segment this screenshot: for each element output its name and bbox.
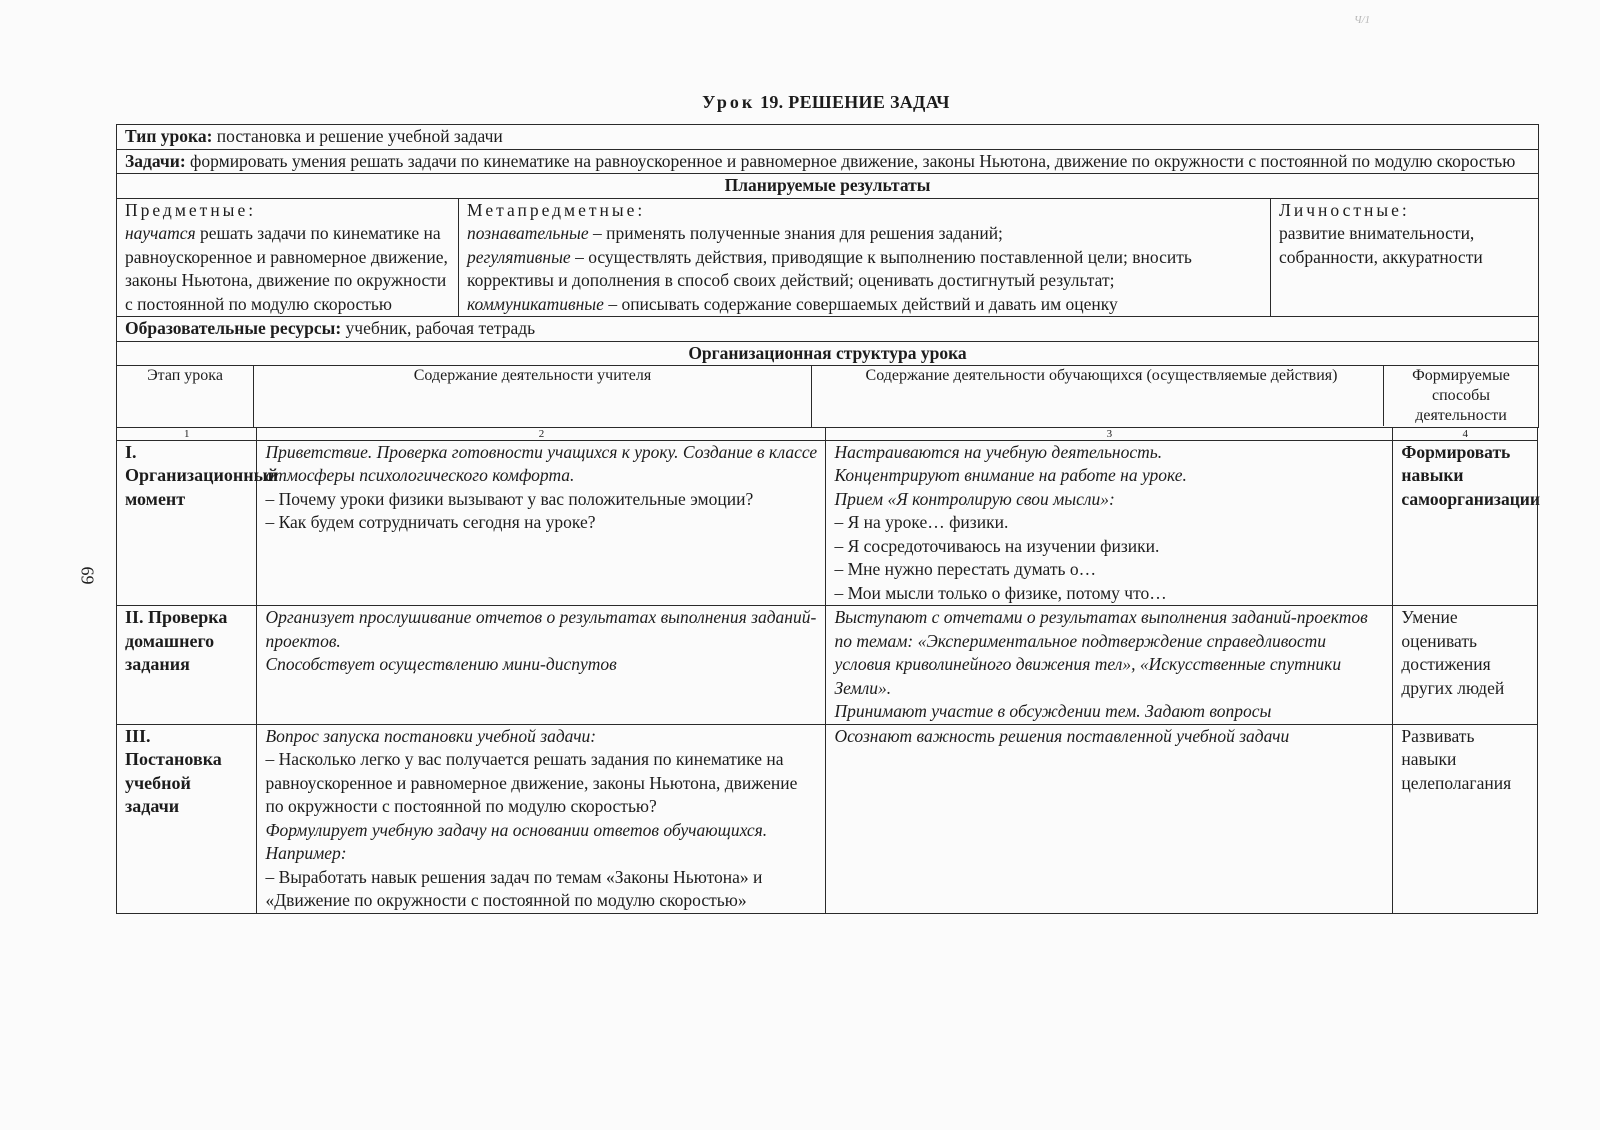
column-header-stage: Этап урока [117,366,254,428]
resources-row [117,317,1539,342]
subject-results-cell [117,198,459,317]
subject-results-label: Предметные: [125,199,257,220]
structure-heading: Организационная структура урока [117,341,1539,366]
column-number: 1 [117,427,257,440]
students-text: Прием «Я контролирую свои мысли»: [834,488,1115,509]
stage-row [117,606,1538,725]
lesson-type-label: Тип урока: [125,126,213,146]
tasks-label: Задачи: [125,150,186,171]
meta-item-lead: коммуникативные [467,293,604,314]
meta-item-lead: познавательные [467,223,589,243]
skills-cell: Формировать навыки самоорганизации [1393,440,1538,606]
teacher-text: – Выработать навык решения задач по темам «Законы Ньютона» и «Движение по окружности с постоянной по модулю скоростью» [265,866,763,910]
students-cell [826,440,1393,606]
structure-header-row [117,366,1539,428]
meta-item-text: – описывать содержание совершаемых действий и давать им оценку [603,293,1118,314]
students-text: – Я сосредоточиваюсь на изучении физики. [834,535,1160,556]
students-text: – Мне нужно перестать думать о… [834,559,1097,579]
planned-results-row [117,198,1539,317]
teacher-text: Приветствие. Проверка готовности учащихся к уроку. Создание в классе атмосферы психологического комфорта. [265,441,818,485]
subject-results-lead: научатся [125,223,196,243]
stage-cell: I. Организационный момент [117,440,257,606]
students-cell [826,606,1393,725]
students-text: Принимают участие в обсуждении тем. Задают вопросы [834,701,1272,721]
planned-results-heading: Планируемые результаты [117,174,1539,199]
structure-heading-row [117,341,1539,366]
resources-value: учебник, рабочая тетрадь [341,318,536,338]
students-text: – Мои мысли только о физике, потому что… [834,582,1167,603]
column-number: 4 [1393,427,1538,440]
meta-results-cell [459,198,1271,317]
column-number: 3 [826,427,1393,440]
stage-cell: II. Проверка домашнего задания [117,606,257,725]
teacher-cell [257,724,826,913]
planned-results-heading-row [117,174,1539,199]
skills-cell: Умение оценивать достижения других людей [1393,606,1538,725]
meta-results-label: Метапредметные: [467,199,646,220]
meta-item-regulatory [467,246,1262,293]
teacher-text: Формулирует учебную задачу на основании ответов обучающихся. Например: [265,819,768,863]
lesson-type-value: постановка и решение учебной задачи [212,126,503,146]
teacher-text: Вопрос запуска постановки учебной задачи: [265,725,597,746]
title-rest: 19. РЕШЕНИЕ ЗАДАЧ [755,92,950,112]
personal-results-text: развитие внимательности, собранности, аккуратности [1279,223,1483,267]
teacher-text: – Как будем сотрудничать сегодня на уроке? [265,512,596,532]
teacher-text: – Насколько легко у вас получается решать задания по кинематике на равноускоренное и равномерное движение, законы Ньютона, движение по окружности с постоянной по модулю скоростью? [265,749,798,816]
students-text: Выступают с отчетами о результатах выполнения заданий-проектов по темам: «Экспериментальное подтверждение справедливости условия криволинейного движения тел», «Искусственные спутники Земли». [834,607,1368,698]
header-inner [820,366,1538,426]
teacher-text: Организует прослушивание отчетов о результатах выполнения заданий-проектов. [265,607,817,651]
column-number-row [117,427,1538,440]
teacher-text: Способствует осуществлению мини-диспутов [265,654,617,674]
title-prefix: Урок [702,92,756,112]
tasks-value: формировать умения решать задачи по кинематике на равноускоренное и равномерное движение, законы Ньютона, движение по окружности с постоянной по модулю скоростью [185,150,1516,171]
students-text: – Я на уроке… физики. [834,512,1009,532]
meta-item-lead: регулятивные [467,246,571,267]
page-number: 69 [77,566,98,585]
students-text: Концентрируют внимание на работе на уроке. [834,465,1187,485]
personal-results-cell [1271,198,1539,317]
students-text: Настраиваются на учебную деятельность. [834,441,1163,462]
meta-item-cognitive [467,222,1262,246]
column-number: 2 [257,427,826,440]
stage-row [117,440,1538,606]
meta-item-text: – применять полученные знания для решения заданий; [588,223,1003,243]
skills-cell: Развивать навыки целеполагания [1393,724,1538,913]
structure-body-table [116,427,1538,914]
personal-results-label: Личностные: [1279,199,1410,220]
resources-label: Образовательные ресурсы: [125,318,342,338]
page-corner-mark: Ч/1 [1354,14,1371,26]
subject-results-text: решать задачи по кинематике на равноускоренное и равномерное движение, законы Ньютона, движение по окружности с постоянной по модулю скоростью [125,223,448,314]
lesson-type-row [117,125,1539,150]
students-text: Осознают важность решения поставленной учебной задачи [834,725,1290,746]
stage-row [117,724,1538,913]
teacher-text: – Почему уроки физики вызывают у вас положительные эмоции? [265,488,754,509]
teacher-cell [257,440,826,606]
meta-item-text: – осуществлять действия, приводящие к выполнению поставленной цели; вносить коррективы и дополнения в способ своих действий; оценивать достигнутый результат; [467,246,1192,290]
lesson-plan-table [116,124,1539,428]
teacher-cell [257,606,826,725]
column-header-students: Содержание деятельности обучающихся (осуществляемые действия) [820,366,1384,426]
page-title [0,92,1600,113]
students-cell [826,724,1393,913]
stage-cell: III. Постановка учебной задачи [117,724,257,913]
meta-item-communicative [467,293,1262,317]
column-header-teacher: Содержание деятельности учителя [254,366,812,428]
column-header-skills: Формируемые способы деятельности [1412,367,1510,424]
tasks-row [117,149,1539,174]
